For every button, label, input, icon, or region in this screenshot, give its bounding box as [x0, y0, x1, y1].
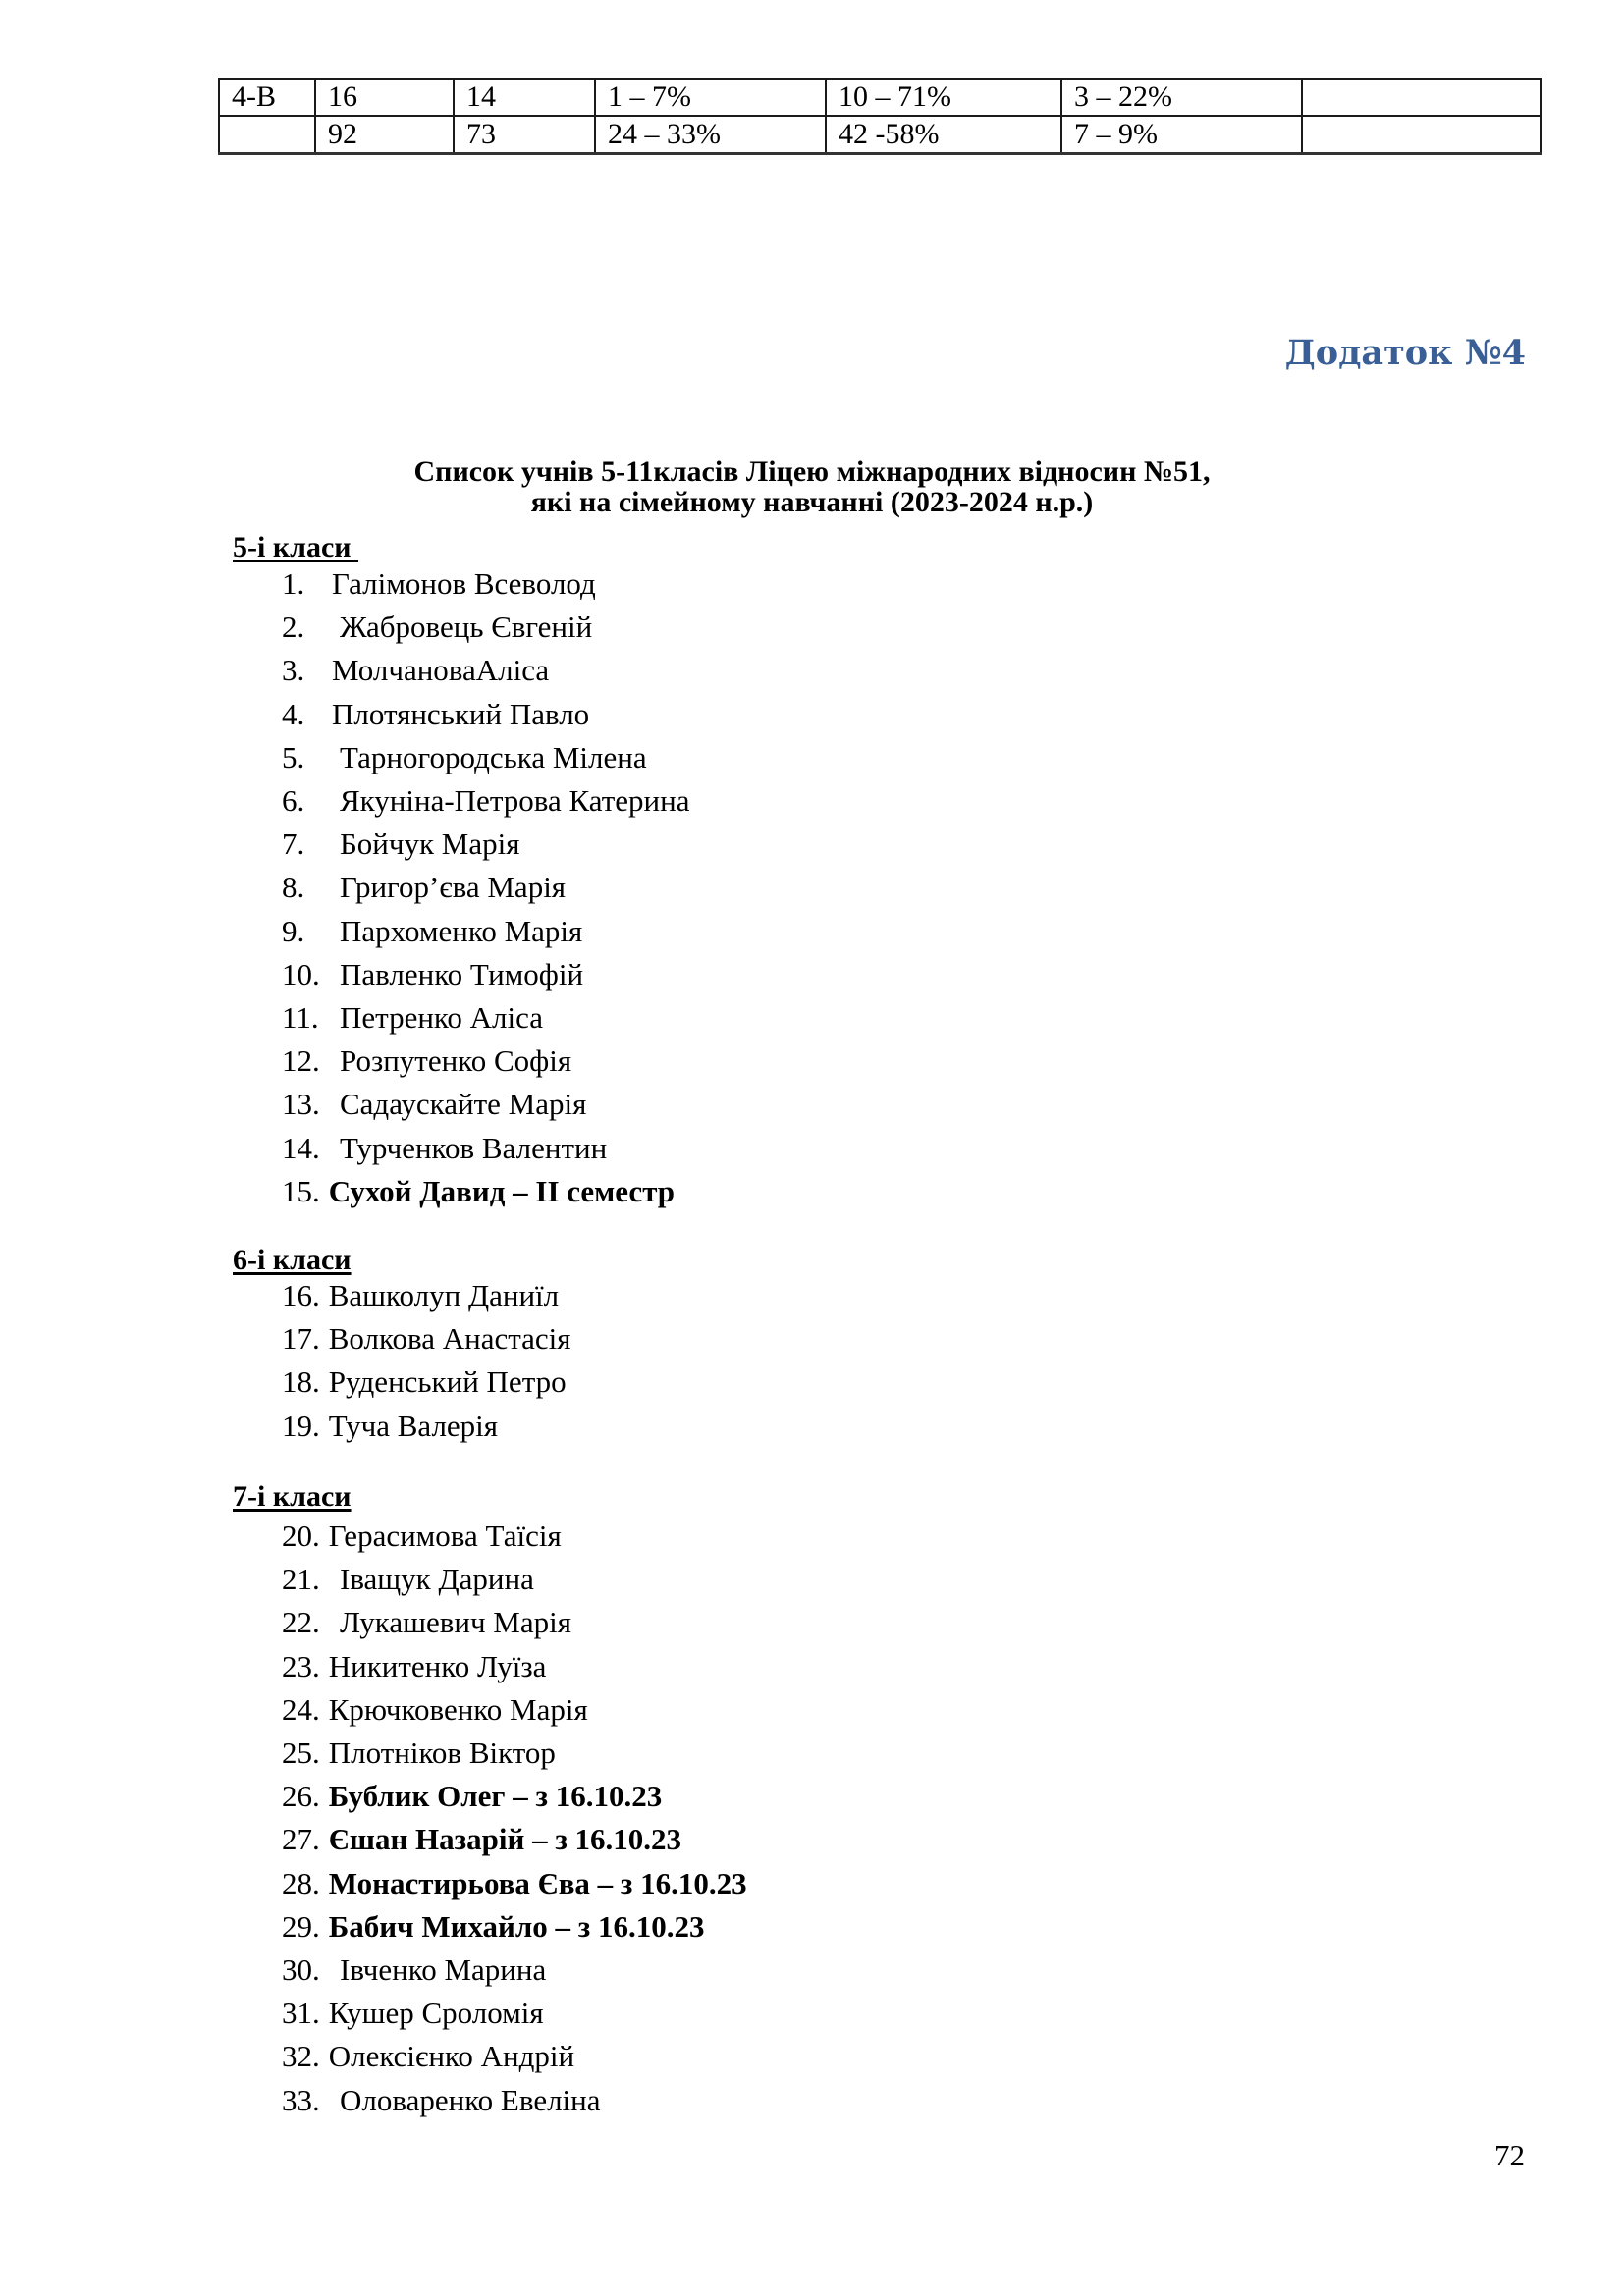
student-name: Садаускайте Марія	[340, 1087, 587, 1122]
student-name: Галімонов Всеволод	[332, 566, 596, 601]
list-item	[282, 1087, 586, 1122]
item-number: 2.	[282, 610, 305, 645]
table-cell	[1302, 116, 1541, 154]
list-item	[282, 1866, 747, 1901]
list-item	[282, 1321, 571, 1357]
list-item	[282, 1692, 588, 1728]
item-number: 8.	[282, 870, 305, 905]
list-item	[282, 1519, 562, 1554]
student-name: Оловаренко Евеліна	[340, 2082, 601, 2117]
item-number: 32.	[282, 2039, 320, 2074]
student-name: Турченков Валентин	[340, 1130, 608, 1165]
item-number: 23.	[282, 1648, 320, 1683]
list-item	[282, 1952, 546, 1988]
section-title: 6-і класи	[233, 1244, 352, 1276]
student-name: Никитенко Луїза	[328, 1648, 547, 1683]
student-name: Вашколуп Даниїл	[328, 1278, 560, 1312]
list-heading-line-2	[0, 485, 1624, 520]
item-number: 22.	[282, 1605, 320, 1640]
table-cell: 73	[454, 116, 595, 154]
section-title: 5-і класи	[233, 531, 359, 563]
list-item	[282, 1174, 675, 1209]
item-number: 16.	[282, 1278, 320, 1312]
student-name: Павленко Тимофій	[340, 956, 584, 991]
table-cell: 1 – 7%	[595, 79, 826, 116]
table-cell	[1302, 79, 1541, 116]
student-name: Бойчук Марія	[340, 827, 520, 862]
table-cell: 3 – 22%	[1061, 79, 1302, 116]
student-name: Плотніков Віктор	[328, 1735, 556, 1770]
table-cell: 16	[315, 79, 454, 116]
item-number: 12.	[282, 1043, 320, 1079]
item-number: 29.	[282, 1908, 320, 1944]
student-name: Сухой Давид – ІІ семестр	[328, 1173, 676, 1208]
item-number: 1.	[282, 566, 305, 601]
item-number: 20.	[282, 1519, 320, 1553]
student-name: Кушер Сроломія	[328, 1996, 544, 2031]
table-cell: 24 – 33%	[595, 116, 826, 154]
student-name: Герасимова Таїсія	[328, 1519, 562, 1553]
item-number: 21.	[282, 1562, 320, 1597]
item-number: 9.	[282, 913, 305, 948]
list-item	[282, 1000, 543, 1036]
list-item	[282, 1131, 607, 1166]
list-item	[282, 740, 647, 775]
list-item	[282, 697, 589, 732]
student-name: Єшан Назарій – з 16.10.23	[328, 1822, 682, 1857]
student-name: Жабровець Євгеній	[340, 610, 593, 645]
table-row	[219, 79, 1541, 116]
section-title: 7-і класи	[233, 1480, 352, 1513]
item-number: 4.	[282, 696, 305, 731]
table-row	[219, 116, 1541, 154]
item-number: 19.	[282, 1408, 320, 1443]
item-number: 5.	[282, 739, 305, 774]
list-item	[282, 566, 596, 602]
student-name: МолчановаАліса	[332, 653, 550, 688]
student-name: Івченко Марина	[340, 1952, 547, 1987]
item-number: 26.	[282, 1779, 320, 1814]
item-number: 30.	[282, 1952, 320, 1987]
page-number: 72	[1494, 2138, 1525, 2172]
student-name: Петренко Аліса	[340, 1000, 544, 1035]
item-number: 17.	[282, 1321, 320, 1357]
item-number: 6.	[282, 783, 305, 818]
table-cell: 42 -58%	[826, 116, 1061, 154]
list-item	[282, 2083, 601, 2118]
table-cell: 10 – 71%	[826, 79, 1061, 116]
student-name: Бабич Михайло – з 16.10.23	[328, 1908, 705, 1944]
item-number: 28.	[282, 1865, 320, 1900]
list-item	[282, 1779, 662, 1814]
list-item	[282, 914, 582, 949]
student-name: Крючковенко Марія	[328, 1691, 588, 1727]
heading-text: які на сімейному навчанні (2023-2024 н.р.)	[530, 486, 1094, 518]
table-cell: 7 – 9%	[1061, 116, 1302, 154]
list-item	[282, 1043, 571, 1079]
item-number: 10.	[282, 956, 320, 991]
list-item	[282, 1562, 534, 1597]
list-item	[282, 1364, 567, 1400]
list-item	[282, 1605, 571, 1640]
list-item	[282, 1649, 546, 1684]
student-name: Плотянський Павло	[332, 696, 590, 731]
list-item	[282, 870, 566, 905]
list-item	[282, 1278, 559, 1313]
list-item	[282, 827, 520, 862]
student-name: Олексієнко Андрій	[328, 2039, 575, 2074]
list-item	[282, 1996, 544, 2031]
table-cell: 14	[454, 79, 595, 116]
list-item	[282, 783, 689, 819]
list-item	[282, 957, 583, 992]
item-number: 14.	[282, 1130, 320, 1165]
student-name: Пархоменко Марія	[340, 913, 583, 948]
student-name: Розпутенко Софія	[340, 1043, 572, 1079]
list-item	[282, 2039, 574, 2074]
item-number: 15.	[282, 1173, 320, 1208]
student-name: Тарногородська Мілена	[340, 739, 647, 774]
list-item	[282, 1409, 498, 1444]
item-number: 11.	[282, 1000, 319, 1035]
item-number: 3.	[282, 653, 305, 688]
appendix-title: Додаток №4	[1284, 333, 1526, 373]
student-name: Григор’єва Марія	[340, 870, 567, 905]
item-number: 33.	[282, 2082, 320, 2117]
item-number: 27.	[282, 1822, 320, 1857]
item-number: 24.	[282, 1691, 320, 1727]
item-number: 13.	[282, 1087, 320, 1122]
item-number: 18.	[282, 1364, 320, 1400]
student-name: Лукашевич Марія	[340, 1605, 571, 1640]
student-name: Бублик Олег – з 16.10.23	[328, 1779, 663, 1814]
heading-text: Список учнів 5-11класів Ліцею міжнародних відносин №51,	[413, 455, 1211, 488]
table-cell: 4-В	[219, 79, 315, 116]
item-number: 31.	[282, 1996, 320, 2031]
student-name: Волкова Анастасія	[328, 1321, 571, 1357]
student-name: Руденський Петро	[328, 1364, 567, 1400]
student-name: Якуніна-Петрова Катерина	[340, 783, 690, 818]
list-item	[282, 1909, 705, 1945]
item-number: 7.	[282, 827, 305, 862]
stats-table	[218, 78, 1542, 155]
student-name: Монастирьова Єва – з 16.10.23	[328, 1865, 747, 1900]
list-item	[282, 653, 549, 688]
item-number: 25.	[282, 1735, 320, 1770]
list-item	[282, 610, 592, 645]
student-name: Іващук Дарина	[340, 1562, 534, 1597]
student-name: Туча Валерія	[328, 1408, 499, 1443]
table-cell	[219, 116, 315, 154]
list-item	[282, 1735, 556, 1771]
table-cell: 92	[315, 116, 454, 154]
list-item	[282, 1822, 681, 1857]
